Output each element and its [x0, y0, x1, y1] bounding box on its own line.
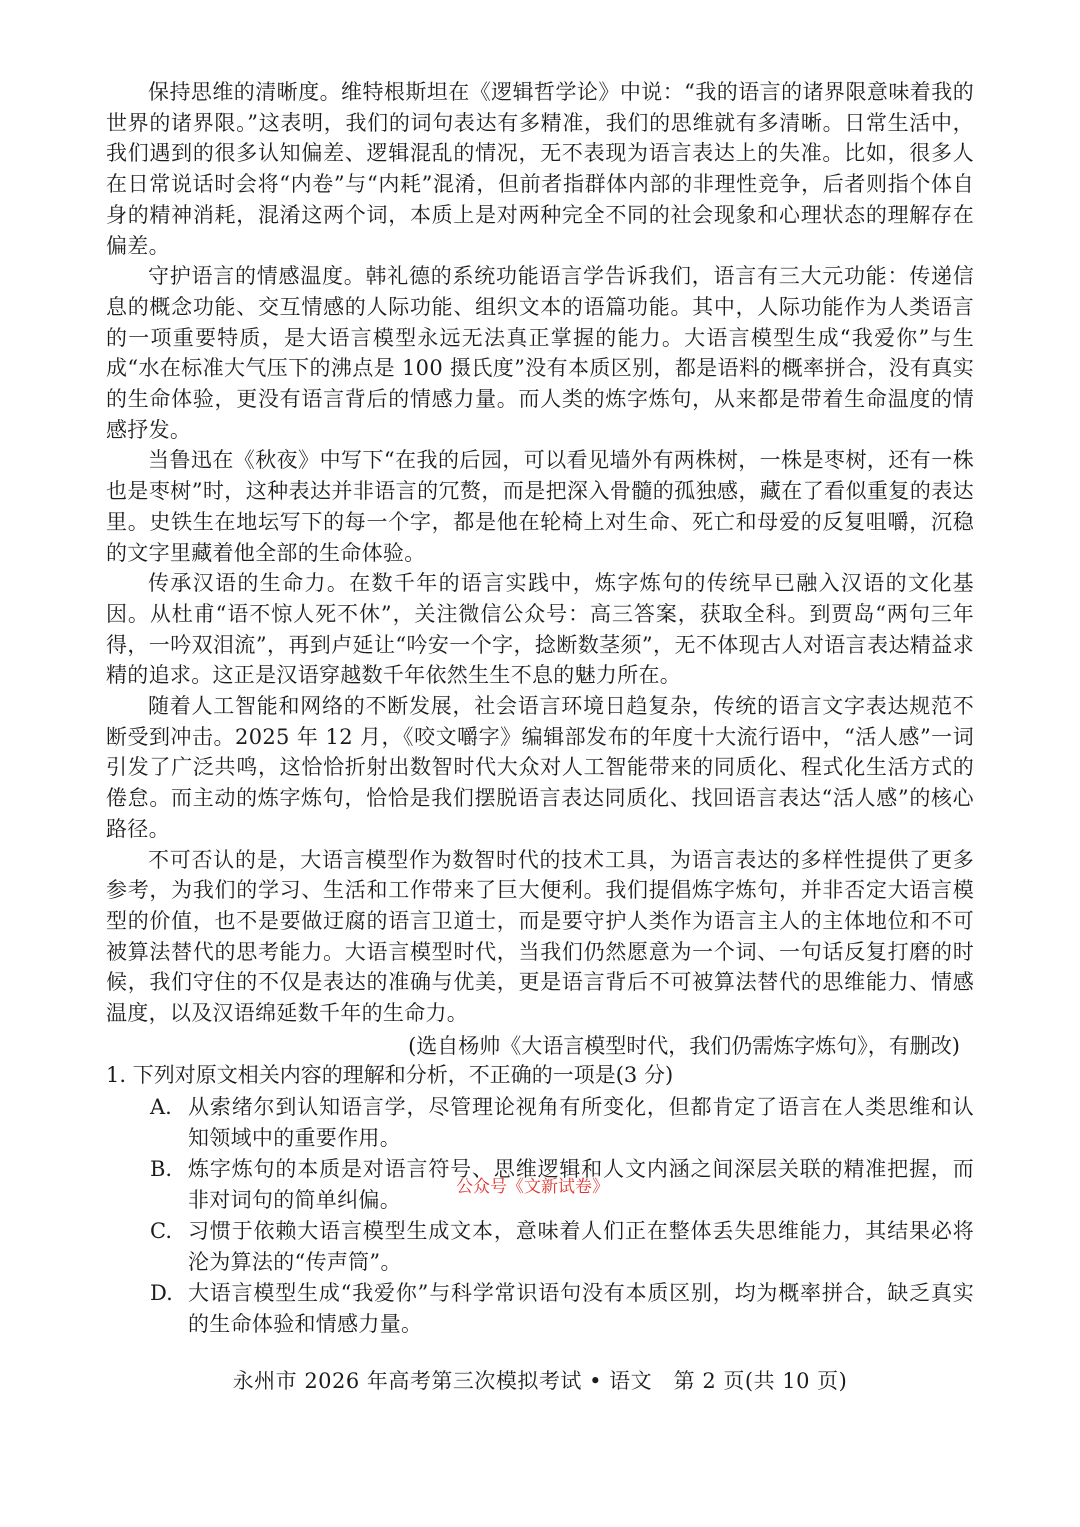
passage-paragraph-3: 当鲁迅在《秋夜》中写下“在我的后园，可以看见墙外有两株树，一株是枣树，还有一株也是枣树”时，这种表达并非语言的冗赘，而是把深入骨髓的孤独感，藏在了看似重复的表达里。史铁生在地坛写下的每一个字，都是他在轮椅上对生命、死亡和母爱的反复咀嚼，沉稳的文字里藏着他全部的生命体验。: [106, 448, 974, 565]
option-a: [150, 1092, 974, 1154]
option-c: [150, 1216, 974, 1278]
option-d-text: 大语言模型生成“我爱你”与科学常识语句没有本质区别，均为概率拼合，缺乏真实的生命体验和情感力量。: [188, 1281, 974, 1336]
reading-passage: [106, 77, 974, 1062]
watermark-text: 公众号《文新试卷》: [456, 1177, 609, 1197]
option-b-text: 炼字炼句的本质是对语言符号、思维逻辑和人文内涵之间深层关联的精准把握，而非对词句的简单纠偏。: [188, 1157, 974, 1212]
passage-paragraph-6: 不可否认的是，大语言模型作为数智时代的技术工具，为语言表达的多样性提供了更多参考，为我们的学习、生活和工作带来了巨大便利。我们提倡炼字炼句，并非否定大语言模型的价值，也不是要做迂腐的语言卫道士，而是要守护人类作为语言主人的主体地位和不可被算法替代的思考能力。大语言模型时代，当我们仍然愿意为一个词、一句话反复打磨的时候，我们守住的不仅是表达的准确与优美，更是语言背后不可被算法替代的思维能力、情感温度，以及汉语绵延数千年的生命力。: [106, 847, 974, 1026]
passage-paragraph-1: 保持思维的清晰度。维特根斯坦在《逻辑哲学论》中说：“我的语言的诸界限意味着我的世界的诸界限。”这表明，我们的词句表达有多精准，我们的思维就有多清晰。日常生活中，我们遇到的很多认知偏差、逻辑混乱的情况，无不表现为语言表达上的失准。比如，很多人在日常说话时会将“内卷”与“内耗”混淆，但前者指群体内部的非理性竞争，后者则指个体自身的精神消耗，混淆这两个词，本质上是对两种完全不同的社会现象和心理状态的理解存在偏差。: [106, 80, 974, 258]
option-c-text: 习惯于依赖大语言模型生成文本，意味着人们正在整体丢失思维能力，其结果必将沦为算法的“传声筒”。: [188, 1219, 974, 1274]
passage-paragraph-4: 传承汉语的生命力。在数千年的语言实践中，炼字炼句的传统早已融入汉语的文化基因。从杜甫“语不惊人死不休”，关注微信公众号：高三答案，获取全科。到贾岛“两句三年得，一吟双泪流”，再到卢延让“吟安一个字，捻断数茎须”，无不体现古人对语言表达精益求精的追求。这正是汉语穿越数千年依然生生不息的魅力所在。: [106, 571, 974, 688]
passage-source: (选自杨帅《大语言模型时代，我们仍需炼字炼句》，有删改): [408, 1033, 960, 1058]
option-b-letter: B.: [150, 1157, 173, 1181]
option-d: [150, 1278, 974, 1340]
option-a-text: 从索绪尔到认知语言学，尽管理论视角有所变化，但都肯定了语言在人类思维和认知领域中的重要作用。: [188, 1095, 974, 1150]
answer-options: [150, 1092, 974, 1340]
question-stem: 1. 下列对原文相关内容的理解和分析，不正确的一项是(3 分): [106, 1063, 674, 1087]
passage-paragraph-2: 守护语言的情感温度。韩礼德的系统功能语言学告诉我们，语言有三大元功能：传递信息的概念功能、交互情感的人际功能、组织文本的语篇功能。其中，人际功能作为人类语言的一项重要特质，是大语言模型永远无法真正掌握的能力。大语言模型生成“我爱你”与生成“水在标准大气压下的沸点是 100 摄氏度”没有本质区别，都是语料的概率拼合，没有真实的生命体验，更没有语言背后的情感力量。而人类的炼字炼句，从来都是带着生命温度的情感抒发。: [106, 264, 974, 442]
question-1: [106, 1060, 974, 1340]
option-a-letter: A.: [150, 1095, 172, 1119]
page-footer: 永州市 2026 年高考第三次模拟考试 • 语文 第 2 页(共 10 页): [232, 1369, 848, 1393]
passage-paragraph-5: 随着人工智能和网络的不断发展，社会语言环境日趋复杂，传统的语言文字表达规范不断受到冲击。2025 年 12 月，《咬文嚼字》编辑部发布的年度十大流行语中，“活人感”一词引发了广泛共鸣，这恰恰折射出数智时代大众对人工智能带来的同质化、程式化生活方式的倦怠。而主动的炼字炼句，恰恰是我们摆脱语言表达同质化、找回语言表达“活人感”的核心路径。: [106, 694, 974, 841]
option-c-letter: C.: [150, 1219, 172, 1243]
option-d-letter: D.: [150, 1281, 173, 1305]
